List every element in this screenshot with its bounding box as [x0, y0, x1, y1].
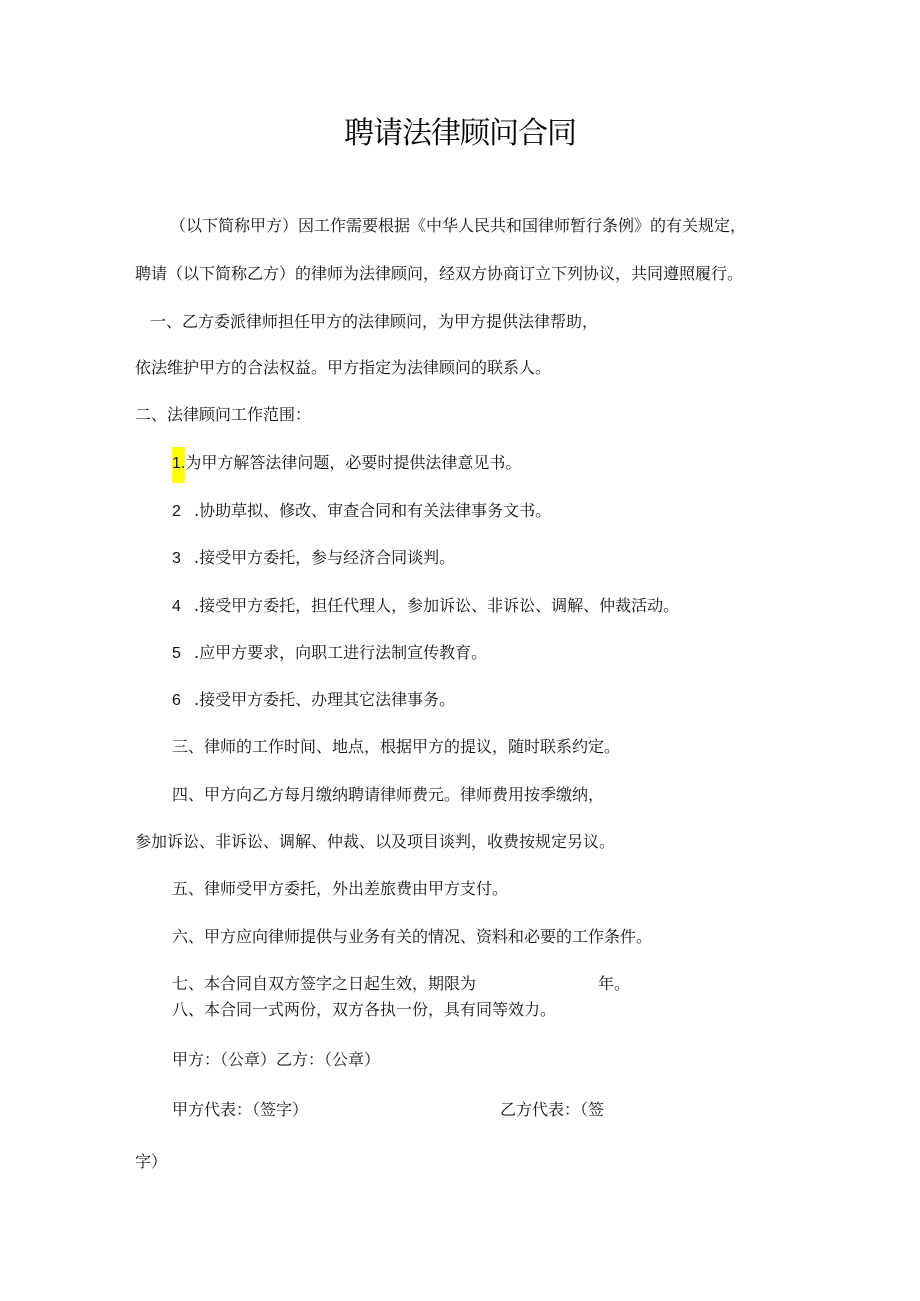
- scope-item-5: [172, 642, 487, 665]
- clause-1-line-2: 依法维护甲方的合法权益。甲方指定为法律顾问的联系人。: [135, 358, 552, 377]
- clause-5: 五、律师受甲方委托，外出差旅费由甲方支付。: [172, 879, 509, 898]
- scope-item-3: [172, 547, 455, 570]
- scope-item-text: .接受甲方委托，参与经济合同谈判。: [194, 548, 456, 567]
- scope-item-number: 1.: [172, 447, 185, 483]
- clause-8: 八、本合同一式两份，双方各执一份，具有同等效力。: [172, 1000, 557, 1019]
- scope-item-text: .协助草拟、修改、审查合同和有关法律事务文书。: [194, 501, 552, 520]
- intro-line-2: 聘请（以下简称乙方）的律师为法律顾问，经双方协商订立下列协议，共同遵照履行。: [135, 264, 744, 283]
- scope-item-text: 为甲方解答法律问题，必要时提供法律意见书。: [185, 453, 522, 472]
- scope-item-number: 2: [172, 503, 181, 520]
- seal-line: 甲方：（公章）乙方：（公章）: [172, 1050, 381, 1069]
- scope-item-4: [172, 595, 679, 618]
- clause-4-line-1: 四、甲方向乙方每月缴纳聘请律师费元。律师费用按季缴纳，: [172, 785, 605, 804]
- document-title: 聘请法律顾问合同: [344, 116, 576, 151]
- party-a-representative: 甲方代表：（签字）: [172, 1100, 309, 1119]
- clause-7-text: 七、本合同自双方签字之日起生效，期限为: [172, 974, 477, 993]
- clause-1-line-1: 一、乙方委派律师担任甲方的法律顾问，为甲方提供法律帮助，: [150, 312, 599, 331]
- clause-7-unit: 年。: [598, 974, 631, 993]
- scope-item-text: .应甲方要求，向职工进行法制宣传教育。: [194, 643, 488, 662]
- scope-item-number: 4: [172, 598, 181, 615]
- clause-7: [172, 973, 630, 995]
- clause-3: 三、律师的工作时间、地点，根据甲方的提议，随时联系约定。: [172, 737, 621, 756]
- party-b-representative-cont: 字）: [135, 1152, 168, 1171]
- scope-item-number: 3: [172, 550, 181, 567]
- scope-item-text: .接受甲方委托，担任代理人，参加诉讼、非诉讼、调解、仲裁活动。: [194, 596, 680, 615]
- clause-4-line-2: 参加诉讼、非诉讼、调解、仲裁、以及项目谈判，收费按规定另议。: [135, 832, 616, 851]
- scope-item-2: [172, 500, 551, 523]
- clause-6: 六、甲方应向律师提供与业务有关的情况、资料和必要的工作条件。: [172, 927, 653, 946]
- scope-item-number: 6: [172, 692, 181, 709]
- scope-item-6: [172, 689, 455, 712]
- scope-item-number: 5: [172, 645, 181, 662]
- scope-item-1: [172, 452, 521, 483]
- scope-item-text: .接受甲方委托、办理其它法律事务。: [194, 690, 456, 709]
- party-b-representative: 乙方代表：（签: [500, 1100, 605, 1119]
- intro-line-1: （以下简称甲方）因工作需要根据《中华人民共和国律师暂行条例》的有关规定，: [170, 216, 747, 235]
- clause-2-heading: 二、法律顾问工作范围：: [135, 405, 312, 424]
